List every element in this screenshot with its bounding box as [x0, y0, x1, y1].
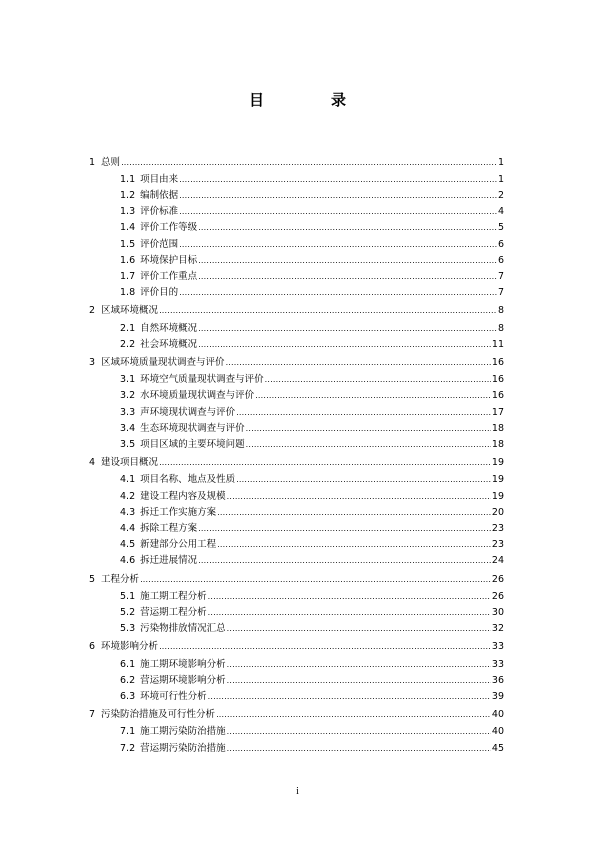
- toc-entry-page: 23: [491, 538, 504, 550]
- toc-entry-label: 社会环境概况: [140, 338, 198, 350]
- toc-entry-number: 4.1: [120, 474, 136, 486]
- toc-entry-label: 评价工作等级: [140, 222, 198, 234]
- toc-section-entry[interactable]: [120, 390, 504, 402]
- toc-entry-number: 1.8: [120, 286, 136, 298]
- toc-entry-label: 营运期污染防治措施: [140, 742, 226, 754]
- toc-section-entry[interactable]: [120, 607, 504, 619]
- toc-entry-number: 1.3: [120, 206, 136, 218]
- toc-entry-page: 7: [497, 270, 504, 282]
- toc-chapter-entry[interactable]: [89, 709, 504, 721]
- page-title: 目 录: [248, 91, 372, 109]
- toc-dot-leader: [159, 641, 491, 653]
- toc-section-entry[interactable]: [120, 407, 504, 419]
- toc-entry-label: 项目由来: [140, 174, 179, 186]
- toc-entry-number: 6.1: [120, 658, 136, 670]
- toc-entry-number: 5.3: [120, 622, 136, 634]
- toc-section-entry[interactable]: [120, 691, 504, 703]
- toc-entry-page: 19: [491, 474, 504, 486]
- toc-entry-label: 营运期环境影响分析: [140, 674, 226, 686]
- toc-entry-page: 16: [491, 374, 504, 386]
- toc-dot-leader: [217, 507, 491, 519]
- toc-entry-page: 8: [497, 322, 504, 334]
- toc-entry-label: 区域环境质量现状调查与评价: [101, 357, 225, 369]
- toc-dot-leader: [179, 287, 497, 299]
- toc-entry-label: 区域环境概况: [101, 305, 159, 317]
- toc-entry-label: 拆迁进展情况: [140, 554, 198, 566]
- toc-dot-leader: [227, 491, 491, 503]
- toc-entry-page: 26: [491, 573, 504, 585]
- toc-entry-number: 3.4: [120, 422, 136, 434]
- toc-entry-page: 18: [491, 422, 504, 434]
- toc-entry-number: 1.2: [120, 190, 136, 202]
- toc-dot-leader: [236, 407, 491, 419]
- toc-entry-page: 32: [491, 622, 504, 634]
- toc-entry-page: 4: [497, 206, 504, 218]
- toc-entry-page: 16: [491, 390, 504, 402]
- toc-entry-label: 总则: [101, 157, 121, 168]
- toc-entry-label: 评价工作重点: [140, 270, 198, 282]
- toc-entry-label: 建设工程内容及规模: [140, 490, 226, 502]
- toc-section-entry[interactable]: [120, 374, 504, 386]
- toc-dot-leader: [159, 457, 491, 469]
- toc-entry-number: 3.5: [120, 438, 136, 450]
- toc-entry-label: 拆迁工作实施方案: [140, 506, 217, 518]
- toc-entry-number: 3.1: [120, 374, 136, 386]
- toc-section-entry[interactable]: [120, 206, 504, 218]
- toc-dot-leader: [198, 555, 491, 567]
- toc-dot-leader: [179, 206, 497, 218]
- toc-entry-label: 施工期污染防治措施: [140, 726, 226, 738]
- toc-section-entry[interactable]: [120, 239, 504, 251]
- toc-chapter-entry[interactable]: [89, 574, 504, 586]
- toc-section-entry[interactable]: [120, 439, 504, 451]
- toc-entry-number: 5.1: [120, 590, 136, 602]
- toc-section-entry[interactable]: [120, 174, 504, 186]
- toc-entry-page: 23: [491, 522, 504, 534]
- toc-entry-label: 污染防治措施及可行性分析: [101, 709, 216, 721]
- toc-dot-leader: [198, 323, 497, 335]
- toc-entry-label: 评价目的: [140, 286, 179, 298]
- toc-dot-leader: [246, 439, 491, 451]
- toc-entry-page: 18: [491, 438, 504, 450]
- toc-section-entry[interactable]: [120, 339, 504, 351]
- toc-entry-page: 33: [491, 641, 504, 653]
- toc-entry-label: 评价范围: [140, 238, 179, 250]
- toc-entry-number: 4: [89, 457, 96, 469]
- toc-section-entry[interactable]: [120, 287, 504, 299]
- toc-entry-label: 编制依据: [140, 190, 179, 202]
- toc-section-entry[interactable]: [120, 190, 504, 202]
- toc-entry-number: 6.2: [120, 674, 136, 686]
- toc-entry-page: 19: [491, 490, 504, 502]
- toc-section-entry[interactable]: [120, 255, 504, 267]
- toc-entry-number: 7.2: [120, 742, 136, 754]
- toc-entry-label: 建设项目概况: [101, 457, 159, 469]
- toc-entry-label: 污染物排放情况汇总: [140, 622, 226, 634]
- toc-dot-leader: [227, 623, 491, 635]
- toc-section-entry[interactable]: [120, 555, 504, 567]
- toc-dot-leader: [227, 659, 491, 671]
- toc-dot-leader: [216, 709, 491, 721]
- toc-entry-number: 1.5: [120, 238, 136, 250]
- toc-entry-number: 1.4: [120, 222, 136, 234]
- toc-entry-label: 环境可行性分析: [140, 690, 207, 702]
- toc-chapter-entry[interactable]: [89, 305, 504, 317]
- toc-entry-number: 5.2: [120, 606, 136, 618]
- toc-section-entry[interactable]: [120, 222, 504, 234]
- toc-entry-number: 5: [89, 573, 96, 585]
- toc-dot-leader: [255, 390, 491, 402]
- toc-entry-label: 水环境质量现状调查与评价: [140, 390, 255, 402]
- toc-entry-page: 2: [497, 190, 504, 202]
- toc-entry-page: 39: [491, 690, 504, 702]
- toc-entry-page: 17: [491, 406, 504, 418]
- toc-entry-number: 3: [89, 357, 96, 369]
- toc-entry-page: 33: [491, 658, 504, 670]
- toc-entry-number: 7: [89, 709, 96, 721]
- toc-dot-leader: [179, 190, 497, 202]
- toc-dot-leader: [140, 574, 491, 586]
- toc-entry-number: 4.6: [120, 554, 136, 566]
- toc-entry-label: 项目区域的主要环境问题: [140, 438, 245, 450]
- toc-entry-label: 环境影响分析: [101, 641, 159, 653]
- toc-section-entry[interactable]: [120, 323, 504, 335]
- toc-dot-leader: [179, 174, 497, 186]
- toc-entry-number: 1.1: [120, 174, 136, 186]
- toc-dot-leader: [179, 239, 497, 251]
- toc-dot-leader: [121, 157, 497, 169]
- toc-section-entry[interactable]: [120, 474, 504, 486]
- toc-dot-leader: [198, 271, 497, 283]
- toc-chapter-entry[interactable]: [89, 457, 504, 469]
- toc-dot-leader: [227, 743, 491, 755]
- toc-dot-leader: [159, 305, 497, 317]
- toc-entry-page: 24: [491, 554, 504, 566]
- toc-dot-leader: [217, 539, 491, 551]
- toc-section-entry[interactable]: [120, 743, 504, 755]
- toc-entry-number: 3.2: [120, 390, 136, 402]
- toc-dot-leader: [198, 255, 497, 267]
- toc-dot-leader: [208, 691, 491, 703]
- toc-entry-number: 1.7: [120, 270, 136, 282]
- toc-dot-leader: [198, 339, 491, 351]
- toc-entry-label: 施工期工程分析: [140, 590, 207, 602]
- toc-entry-number: 1: [89, 157, 96, 168]
- toc-entry-page: 40: [491, 709, 504, 721]
- toc-entry-label: 声环境现状调查与评价: [140, 406, 236, 418]
- toc-entry-label: 项目名称、地点及性质: [140, 474, 236, 486]
- toc-entry-page: 36: [491, 674, 504, 686]
- toc-entry-page: 11: [491, 338, 504, 350]
- toc-dot-leader: [236, 474, 491, 486]
- toc-chapter-entry[interactable]: [89, 157, 504, 169]
- toc-section-entry[interactable]: [120, 507, 504, 519]
- toc-entry-page: 6: [497, 238, 504, 250]
- toc-entry-label: 环境空气质量现状调查与评价: [140, 374, 264, 386]
- toc-entry-number: 4.2: [120, 490, 136, 502]
- toc-section-entry[interactable]: [120, 523, 504, 535]
- toc-entry-page: 40: [491, 726, 504, 738]
- toc-entry-page: 26: [491, 590, 504, 602]
- toc-entry-page: 45: [491, 742, 504, 754]
- toc-dot-leader: [226, 357, 491, 369]
- page-number: i: [296, 786, 299, 797]
- toc-entry-page: 19: [491, 457, 504, 469]
- toc-dot-leader: [246, 423, 491, 435]
- toc-entry-page: 1: [497, 157, 504, 168]
- toc-entry-page: 20: [491, 506, 504, 518]
- toc-entry-number: 2: [89, 305, 96, 317]
- toc-entry-number: 2.2: [120, 338, 136, 350]
- toc-dot-leader: [198, 523, 491, 535]
- toc-dot-leader: [227, 726, 491, 738]
- toc-section-entry[interactable]: [120, 539, 504, 551]
- toc-entry-label: 营运期工程分析: [140, 606, 207, 618]
- toc-dot-leader: [208, 607, 491, 619]
- toc-entry-number: 4.3: [120, 506, 136, 518]
- toc-entry-label: 环境保护目标: [140, 254, 198, 266]
- toc-entry-label: 新建部分公用工程: [140, 538, 217, 550]
- toc-dot-leader: [198, 222, 497, 234]
- toc-entry-page: 30: [491, 606, 504, 618]
- toc-chapter-entry[interactable]: [89, 641, 504, 653]
- toc-entry-number: 6.3: [120, 690, 136, 702]
- toc-entry-number: 3.3: [120, 406, 136, 418]
- toc-entry-number: 7.1: [120, 726, 136, 738]
- toc-entry-label: 施工期环境影响分析: [140, 658, 226, 670]
- toc-entry-page: 7: [497, 286, 504, 298]
- toc-section-entry[interactable]: [120, 423, 504, 435]
- toc-dot-leader: [265, 374, 491, 386]
- toc-dot-leader: [227, 675, 491, 687]
- toc-section-entry[interactable]: [120, 623, 504, 635]
- toc-entry-page: 1: [497, 174, 504, 186]
- toc-entry-page: 5: [497, 222, 504, 234]
- toc-entry-page: 16: [491, 357, 504, 369]
- toc-entry-label: 评价标准: [140, 206, 179, 218]
- toc-entry-label: 自然环境概况: [140, 322, 198, 334]
- toc-entry-label: 拆除工程方案: [140, 522, 198, 534]
- toc-dot-leader: [208, 591, 491, 603]
- toc-entry-page: 6: [497, 254, 504, 266]
- toc-chapter-entry[interactable]: [89, 357, 504, 369]
- toc-entry-number: 4.4: [120, 522, 136, 534]
- toc-entry-number: 1.6: [120, 254, 136, 266]
- toc-entry-label: 生态环境现状调查与评价: [140, 422, 245, 434]
- toc-section-entry[interactable]: [120, 491, 504, 503]
- toc-entry-number: 2.1: [120, 322, 136, 334]
- toc-entry-page: 8: [497, 305, 504, 317]
- toc-section-entry[interactable]: [120, 726, 504, 738]
- toc-section-entry[interactable]: [120, 659, 504, 671]
- toc-section-entry[interactable]: [120, 675, 504, 687]
- toc-entry-label: 工程分析: [101, 573, 140, 585]
- toc-entry-number: 4.5: [120, 538, 136, 550]
- toc-section-entry[interactable]: [120, 591, 504, 603]
- toc-section-entry[interactable]: [120, 271, 504, 283]
- toc-entry-number: 6: [89, 641, 96, 653]
